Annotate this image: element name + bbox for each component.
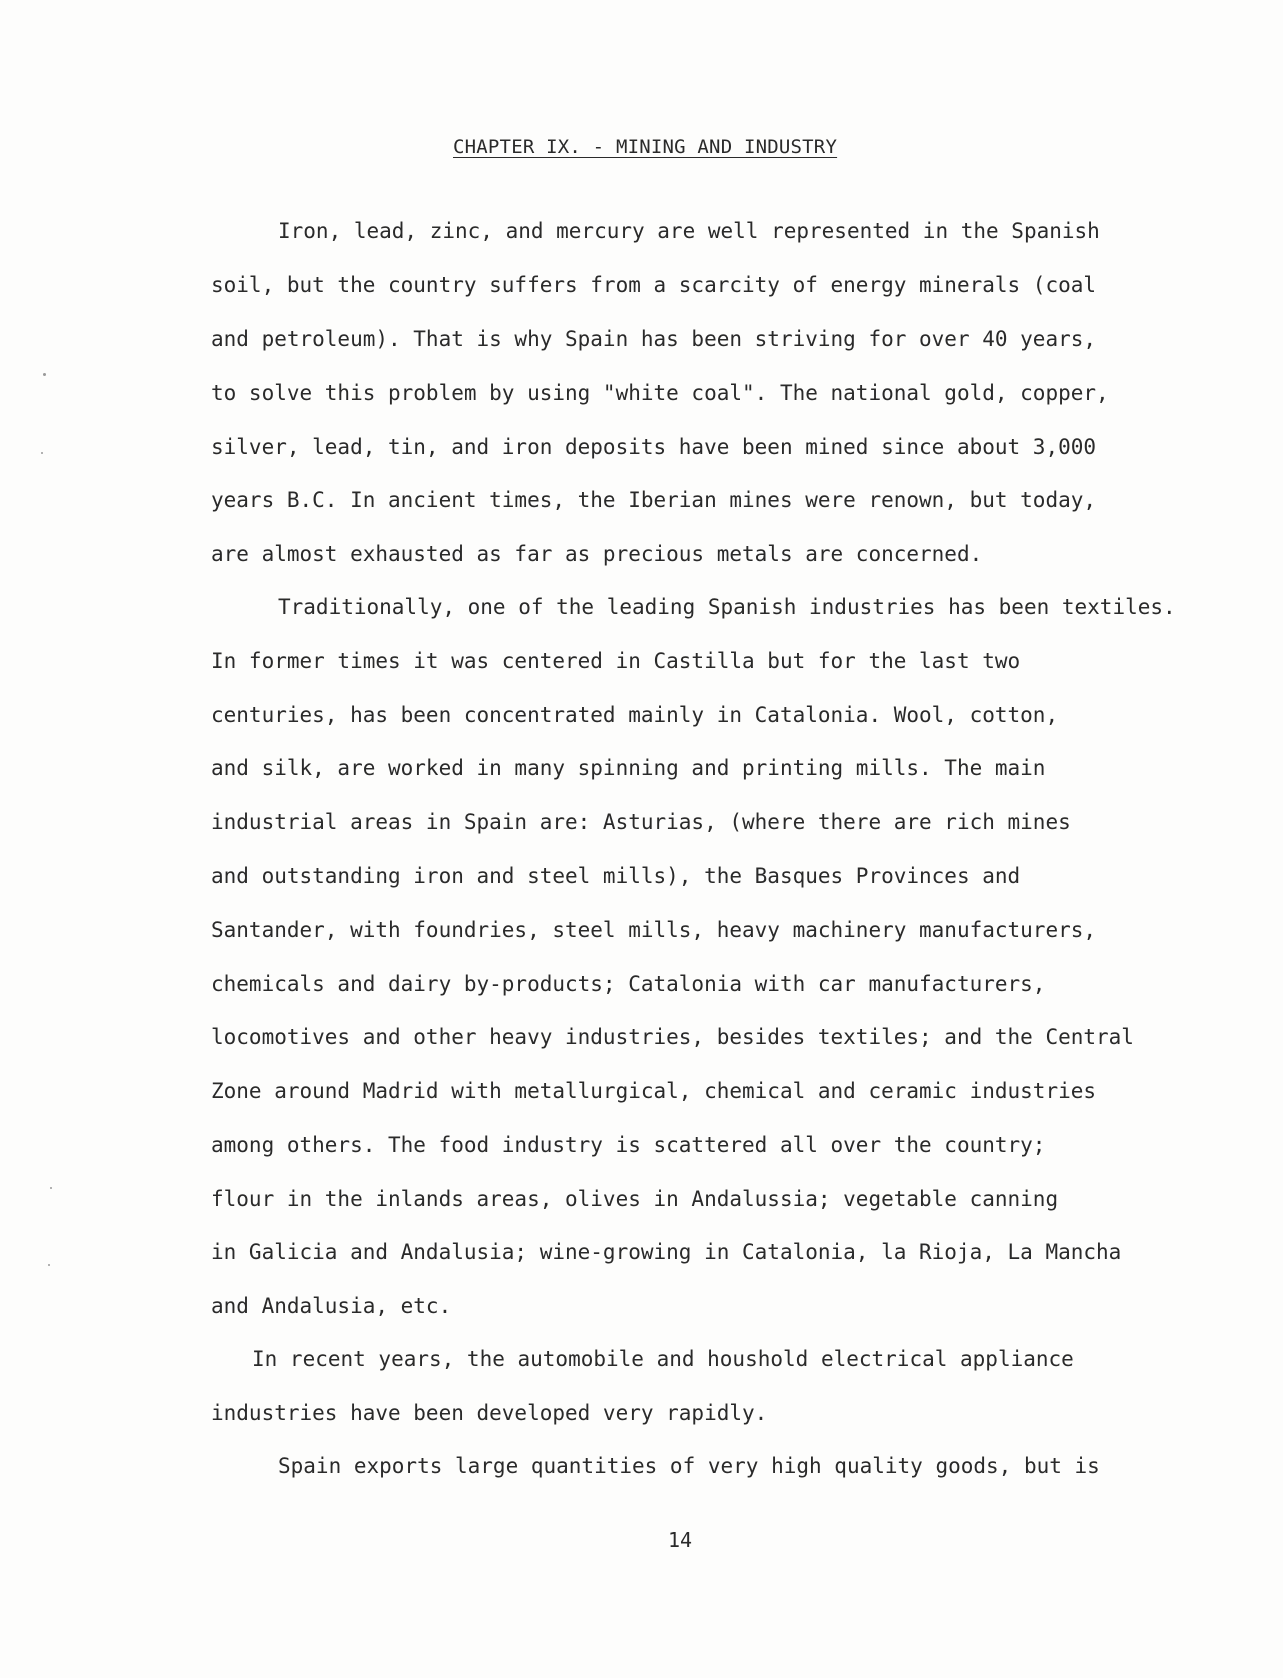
scan-speck [50, 1187, 52, 1189]
text-line: Spain exports large quantities of very high quality goods, but is [278, 1454, 1100, 1478]
text-line: locomotives and other heavy industries, besides textiles; and the Central [211, 1025, 1134, 1049]
text-line: flour in the inlands areas, olives in Andalussia; vegetable canning [211, 1187, 1059, 1211]
text-line: soil, but the country suffers from a scarcity of energy minerals (coal [211, 273, 1097, 297]
text-line: Zone around Madrid with metallurgical, chemical and ceramic industries [211, 1079, 1097, 1103]
text-line: chemicals and dairy by-products; Catalonia with car manufacturers, [211, 972, 1046, 996]
text-line: to solve this problem by using "white coal". The national gold, copper, [211, 381, 1109, 405]
text-line: and Andalusia, etc. [211, 1294, 452, 1318]
text-line: and silk, are worked in many spinning and printing mills. The main [211, 756, 1046, 780]
text-line: industries have been developed very rapidly. [211, 1401, 768, 1425]
text-line: Iron, lead, zinc, and mercury are well represented in the Spanish [278, 219, 1100, 243]
scan-speck [43, 373, 46, 376]
text-line: silver, lead, tin, and iron deposits have been mined since about 3,000 [211, 435, 1097, 459]
text-line: Santander, with foundries, steel mills, heavy machinery manufacturers, [211, 918, 1097, 942]
text-line: Traditionally, one of the leading Spanish industries has been textiles. [278, 595, 1176, 619]
text-line: in Galicia and Andalusia; wine-growing in Catalonia, la Rioja, La Mancha [211, 1240, 1122, 1264]
page-number: 14 [668, 1528, 693, 1552]
text-line: among others. The food industry is scattered all over the country; [211, 1133, 1046, 1157]
text-line: are almost exhausted as far as precious metals are concerned. [211, 542, 983, 566]
text-line: In former times it was centered in Castilla but for the last two [211, 649, 1021, 673]
text-line: and petroleum). That is why Spain has been striving for over 40 years, [211, 327, 1097, 351]
text-line: centuries, has been concentrated mainly in Catalonia. Wool, cotton, [211, 703, 1059, 727]
text-line: years B.C. In ancient times, the Iberian mines were renown, but today, [211, 488, 1097, 512]
text-line: and outstanding iron and steel mills), the Basques Provinces and [211, 864, 1021, 888]
text-line: industrial areas in Spain are: Asturias, (where there are rich mines [211, 810, 1071, 834]
chapter-title: CHAPTER IX. - MINING AND INDUSTRY [453, 136, 838, 158]
scan-speck [48, 1264, 50, 1266]
text-line: In recent years, the automobile and houshold electrical appliance [252, 1347, 1074, 1371]
scan-speck [41, 452, 43, 454]
